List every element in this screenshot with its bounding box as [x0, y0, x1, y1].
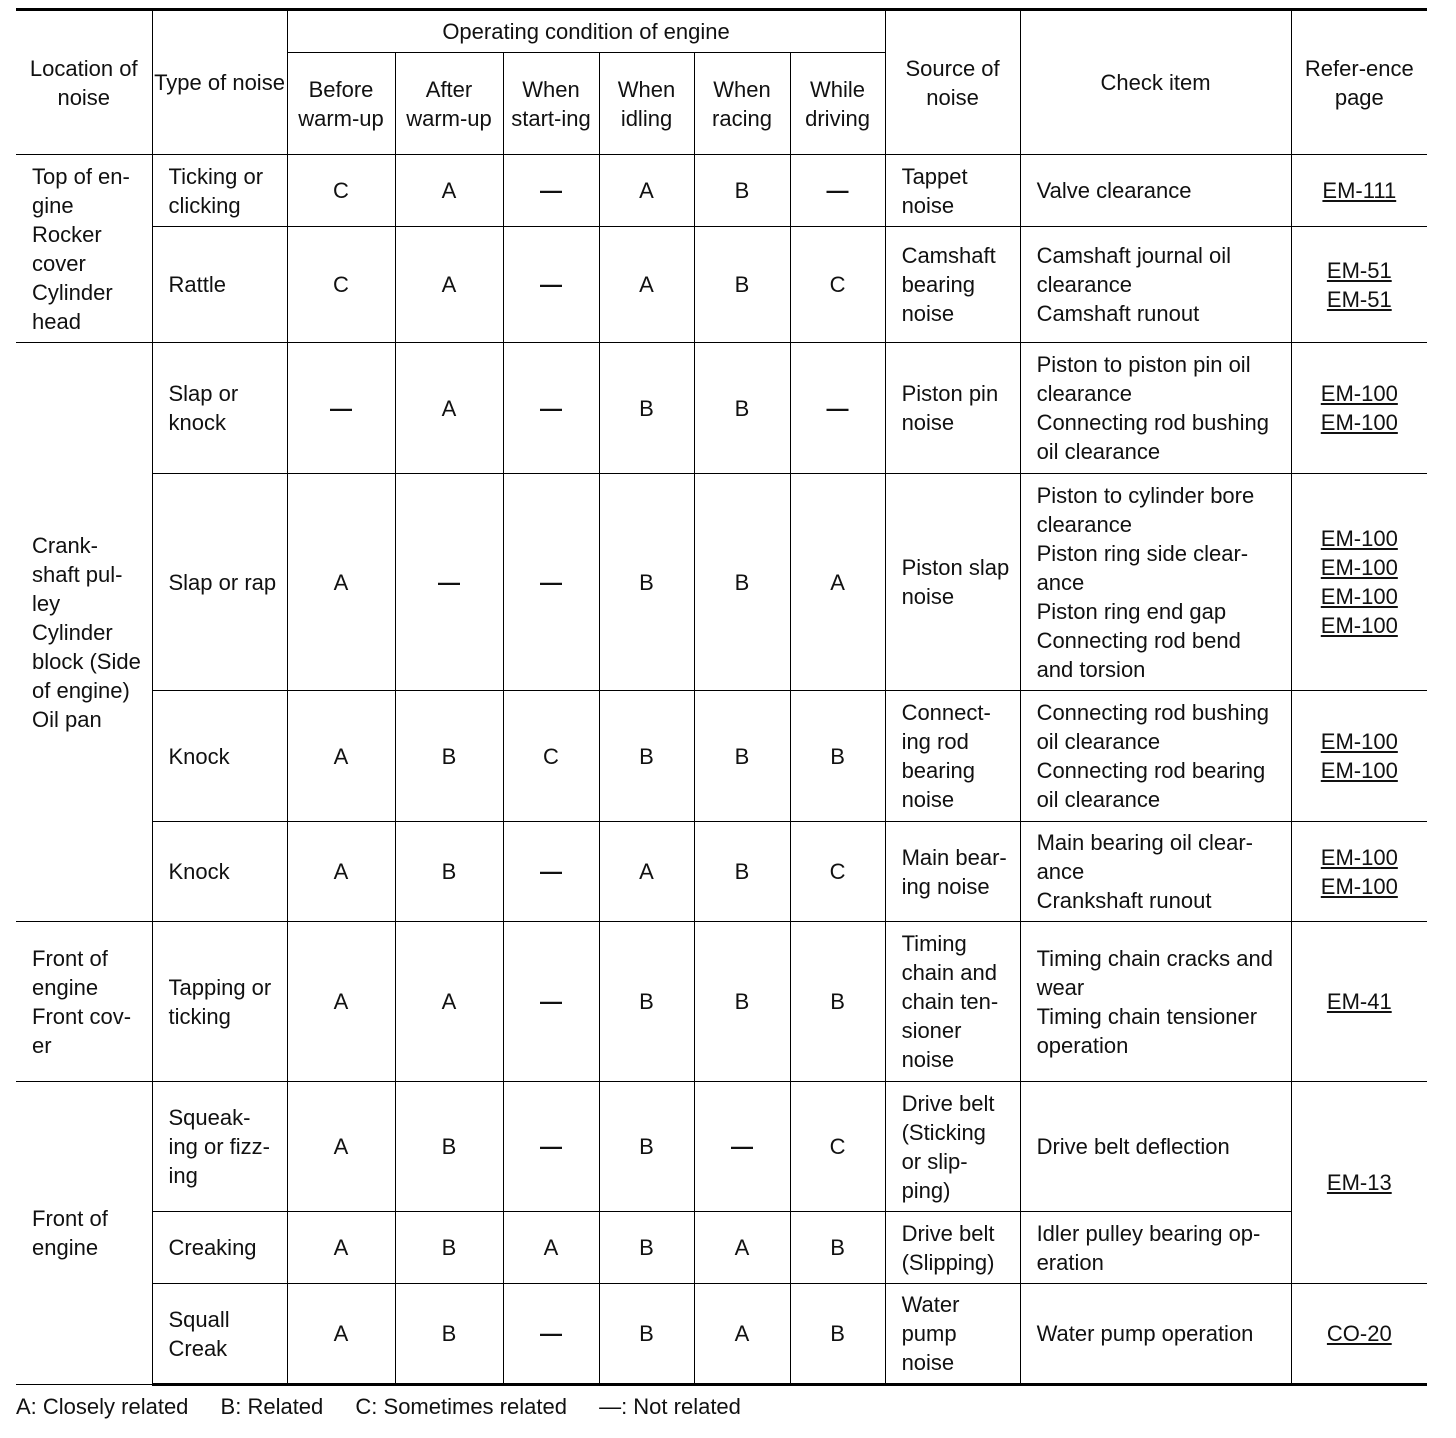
header-before-warm-up: Before warm-up: [287, 53, 395, 155]
condition-driving-cell: B: [790, 1212, 885, 1284]
header-reference-page: Refer-ence page: [1291, 10, 1427, 155]
noise-type-cell: Squall Creak: [152, 1284, 287, 1385]
condition-idling-cell: B: [599, 1284, 694, 1385]
check-item: Idler pulley bearing op-eration: [1036, 1220, 1261, 1275]
check-item: Piston to cylinder bore clearance: [1036, 482, 1255, 537]
noise-diagnosis-table-container: [16, 8, 1427, 1386]
reference-page-link[interactable]: CO-20: [1326, 1321, 1392, 1346]
noise-type-cell: Creaking: [152, 1212, 287, 1284]
noise-type-cell: Knock: [152, 691, 287, 822]
condition-before-cell: C: [287, 155, 395, 227]
check-item: Timing chain cracks and wear: [1036, 945, 1273, 1000]
condition-starting-cell: C: [503, 691, 599, 822]
condition-starting-cell: —: [503, 343, 599, 474]
table-row: [16, 1212, 1427, 1284]
header-when-racing: When racing: [694, 53, 790, 155]
condition-driving-cell: A: [790, 474, 885, 691]
condition-after-cell: B: [395, 1212, 503, 1284]
condition-driving-cell: C: [790, 1082, 885, 1212]
condition-before-cell: A: [287, 1284, 395, 1385]
reference-page-cell: [1291, 1082, 1427, 1284]
check-item: Water pump operation: [1036, 1321, 1254, 1346]
reference-page-cell: [1291, 822, 1427, 922]
condition-after-cell: B: [395, 691, 503, 822]
reference-page-link[interactable]: EM-100: [1320, 613, 1398, 638]
condition-racing-cell: —: [694, 1082, 790, 1212]
noise-type-cell: Tapping or ticking: [152, 922, 287, 1082]
header-type: Type of noise: [152, 10, 287, 155]
condition-starting-cell: —: [503, 822, 599, 922]
check-item: Valve clearance: [1036, 178, 1192, 203]
check-item: Camshaft journal oil clearance: [1036, 243, 1231, 297]
legend-related: B: Related: [220, 1394, 324, 1419]
check-item-cell: [1020, 1212, 1291, 1284]
condition-driving-cell: C: [790, 227, 885, 343]
header-source: Source of noise: [885, 10, 1020, 155]
check-item: Piston to piston pin oil clearance: [1036, 352, 1251, 406]
noise-type-cell: Ticking or clicking: [152, 155, 287, 227]
condition-idling-cell: B: [599, 922, 694, 1082]
noise-source-cell: Connect-ing rod bearing noise: [885, 691, 1020, 822]
noise-source-cell: Main bear-ing noise: [885, 822, 1020, 922]
table-row: [16, 155, 1427, 227]
check-item: Connecting rod bushing oil clearance: [1036, 410, 1269, 464]
reference-page-link[interactable]: EM-100: [1320, 758, 1398, 783]
condition-idling-cell: B: [599, 691, 694, 822]
check-item-cell: [1020, 922, 1291, 1082]
header-after-warm-up: After warm-up: [395, 53, 503, 155]
reference-page-link[interactable]: EM-100: [1320, 381, 1398, 406]
reference-page-link[interactable]: EM-41: [1326, 989, 1392, 1014]
noise-source-cell: Camshaft bearing noise: [885, 227, 1020, 343]
condition-before-cell: C: [287, 227, 395, 343]
reference-page-link[interactable]: EM-111: [1322, 178, 1397, 203]
table-row: [16, 1284, 1427, 1385]
reference-page-cell: [1291, 1284, 1427, 1385]
reference-page-link[interactable]: EM-100: [1320, 410, 1398, 435]
noise-type-cell: Slap or knock: [152, 343, 287, 474]
header-while-driving: While driving: [790, 53, 885, 155]
condition-racing-cell: B: [694, 227, 790, 343]
condition-after-cell: A: [395, 227, 503, 343]
reference-page-link[interactable]: EM-100: [1320, 844, 1398, 870]
condition-before-cell: A: [287, 1082, 395, 1212]
check-item: Crankshaft runout: [1036, 888, 1212, 913]
condition-after-cell: B: [395, 1082, 503, 1212]
header-check-item: Check item: [1020, 10, 1291, 155]
reference-page-cell: [1291, 155, 1427, 227]
location-cell: Front of engine Front cov-er: [16, 922, 152, 1082]
location-cell: Front of engine: [16, 1082, 152, 1385]
condition-after-cell: —: [395, 474, 503, 691]
condition-before-cell: A: [287, 822, 395, 922]
reference-page-link[interactable]: EM-100: [1320, 584, 1398, 609]
reference-page-link[interactable]: EM-51: [1326, 257, 1392, 283]
check-item: Piston ring end gap: [1036, 598, 1227, 624]
condition-racing-cell: B: [694, 691, 790, 822]
reference-page-link[interactable]: EM-100: [1320, 873, 1398, 899]
check-item: Camshaft runout: [1036, 301, 1200, 326]
reference-page-link[interactable]: EM-100: [1320, 729, 1398, 754]
condition-racing-cell: B: [694, 343, 790, 474]
location-cell: Top of en-gine Rocker cover Cylinder head: [16, 155, 152, 343]
condition-idling-cell: A: [599, 227, 694, 343]
condition-driving-cell: —: [790, 343, 885, 474]
noise-type-cell: Slap or rap: [152, 474, 287, 691]
table-row: [16, 691, 1427, 822]
table-row: [16, 822, 1427, 922]
table-header: [16, 10, 1427, 155]
reference-page-cell: [1291, 343, 1427, 474]
check-item-cell: [1020, 227, 1291, 343]
condition-racing-cell: B: [694, 474, 790, 691]
check-item: Connecting rod bend and torsion: [1036, 627, 1241, 682]
condition-starting-cell: —: [503, 474, 599, 691]
condition-starting-cell: —: [503, 155, 599, 227]
noise-source-cell: Water pump noise: [885, 1284, 1020, 1385]
reference-page-cell: [1291, 691, 1427, 822]
table-row: [16, 922, 1427, 1082]
reference-page-cell: [1291, 922, 1427, 1082]
condition-driving-cell: B: [790, 922, 885, 1082]
table-row: [16, 1082, 1427, 1212]
check-item-cell: [1020, 1284, 1291, 1385]
legend: [16, 1392, 767, 1421]
condition-driving-cell: C: [790, 822, 885, 922]
noise-type-cell: Knock: [152, 822, 287, 922]
condition-starting-cell: A: [503, 1212, 599, 1284]
legend-not-related: —: Not related: [599, 1394, 741, 1419]
noise-source-cell: Tappet noise: [885, 155, 1020, 227]
condition-idling-cell: B: [599, 1212, 694, 1284]
check-item-cell: [1020, 474, 1291, 691]
header-when-starting: When start-ing: [503, 53, 599, 155]
check-item-cell: [1020, 343, 1291, 474]
check-item: Main bearing oil clear-ance: [1036, 830, 1253, 884]
reference-page-link[interactable]: EM-51: [1326, 286, 1392, 312]
reference-page-cell: [1291, 474, 1427, 691]
condition-starting-cell: —: [503, 1284, 599, 1385]
header-operating-condition: Operating condition of engine: [287, 10, 885, 53]
noise-source-cell: Timing chain and chain ten-sioner noise: [885, 922, 1020, 1082]
header-when-idling: When idling: [599, 53, 694, 155]
check-item: Connecting rod bearing oil clearance: [1036, 758, 1266, 812]
reference-page-link[interactable]: EM-100: [1320, 555, 1398, 580]
condition-idling-cell: A: [599, 822, 694, 922]
check-item: Piston ring side clear-ance: [1036, 540, 1249, 595]
condition-idling-cell: B: [599, 343, 694, 474]
legend-closely-related: A: Closely related: [16, 1394, 189, 1419]
noise-type-cell: Rattle: [152, 227, 287, 343]
check-item-cell: [1020, 1082, 1291, 1212]
condition-before-cell: A: [287, 474, 395, 691]
noise-source-cell: Piston pin noise: [885, 343, 1020, 474]
condition-starting-cell: —: [503, 1082, 599, 1212]
condition-idling-cell: A: [599, 155, 694, 227]
header-location: Location of noise: [16, 10, 152, 155]
check-item-cell: [1020, 691, 1291, 822]
condition-starting-cell: —: [503, 227, 599, 343]
condition-driving-cell: —: [790, 155, 885, 227]
noise-source-cell: Piston slap noise: [885, 474, 1020, 691]
check-item: Connecting rod bushing oil clearance: [1036, 700, 1269, 754]
condition-after-cell: B: [395, 1284, 503, 1385]
check-item: Timing chain tensioner operation: [1036, 1003, 1258, 1058]
condition-after-cell: B: [395, 822, 503, 922]
check-item-cell: [1020, 822, 1291, 922]
noise-source-cell: Drive belt (Slipping): [885, 1212, 1020, 1284]
condition-after-cell: A: [395, 922, 503, 1082]
condition-after-cell: A: [395, 155, 503, 227]
condition-racing-cell: B: [694, 822, 790, 922]
noise-diagnosis-table: [16, 8, 1427, 1386]
condition-idling-cell: B: [599, 474, 694, 691]
reference-page-link[interactable]: EM-100: [1320, 526, 1398, 551]
condition-before-cell: —: [287, 343, 395, 474]
condition-racing-cell: B: [694, 922, 790, 1082]
table-row: [16, 227, 1427, 343]
legend-sometimes-related: C: Sometimes related: [355, 1394, 567, 1419]
check-item: Drive belt deflection: [1036, 1134, 1230, 1159]
check-item-cell: [1020, 155, 1291, 227]
condition-racing-cell: A: [694, 1284, 790, 1385]
condition-before-cell: A: [287, 922, 395, 1082]
table-body: [16, 155, 1427, 1385]
condition-driving-cell: B: [790, 1284, 885, 1385]
location-cell: Crank-shaft pul-ley Cylinder block (Side of engine) Oil pan: [16, 343, 152, 922]
condition-after-cell: A: [395, 343, 503, 474]
noise-type-cell: Squeak-ing or fizz-ing: [152, 1082, 287, 1212]
condition-before-cell: A: [287, 1212, 395, 1284]
table-row: [16, 474, 1427, 691]
reference-page-link[interactable]: EM-13: [1326, 1170, 1392, 1195]
reference-page-cell: [1291, 227, 1427, 343]
condition-racing-cell: A: [694, 1212, 790, 1284]
condition-racing-cell: B: [694, 155, 790, 227]
condition-before-cell: A: [287, 691, 395, 822]
condition-idling-cell: B: [599, 1082, 694, 1212]
table-row: [16, 343, 1427, 474]
condition-starting-cell: —: [503, 922, 599, 1082]
noise-source-cell: Drive belt (Sticking or slip-ping): [885, 1082, 1020, 1212]
condition-driving-cell: B: [790, 691, 885, 822]
